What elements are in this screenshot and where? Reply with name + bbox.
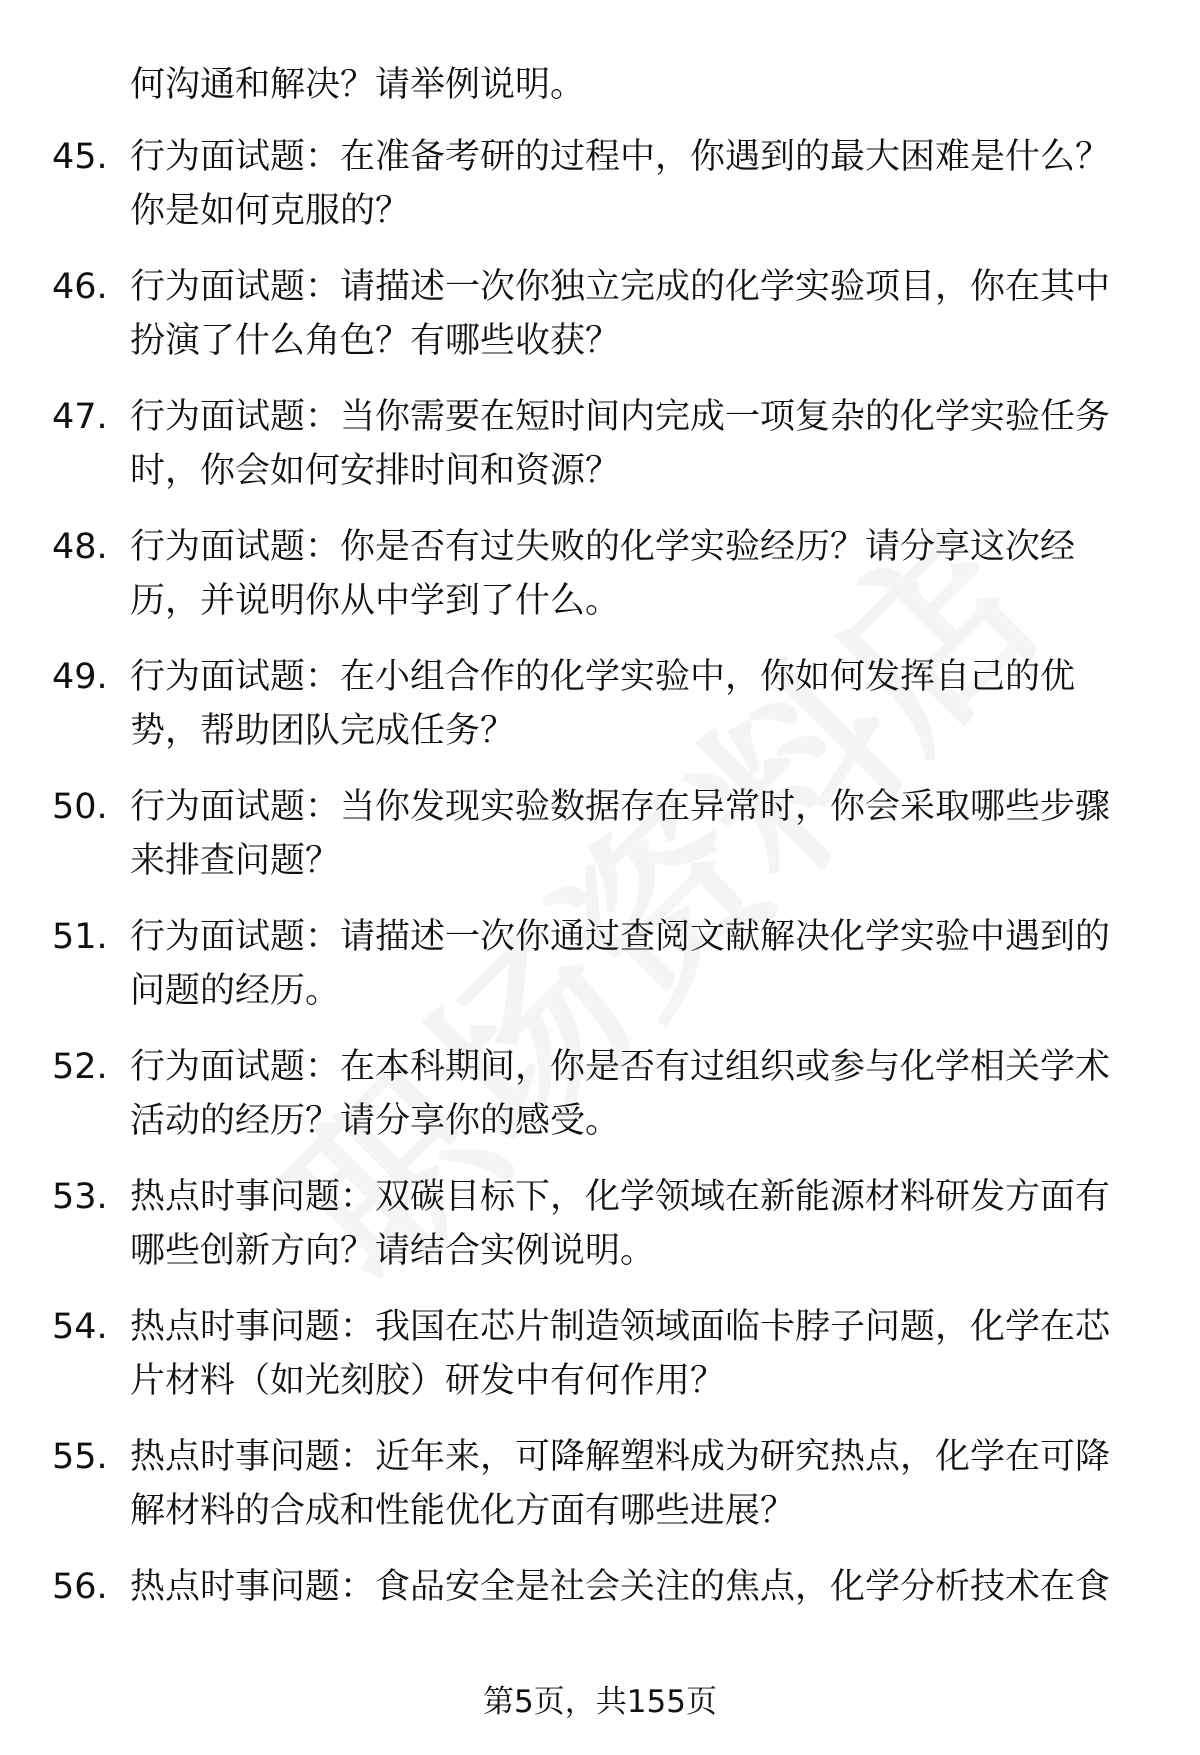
question-number: 51. (52, 917, 108, 957)
question-line: 你是如何克服的？ (130, 191, 411, 231)
question-line: 热点时事问题：双碳目标下，化学领域在新能源材料研发方面有 (130, 1177, 1111, 1217)
question-line: 行为面试题：在本科期间，你是否有过组织或参与化学相关学术 (130, 1047, 1111, 1087)
question-item-54 (0, 1300, 1200, 1408)
question-number: 48. (52, 527, 108, 567)
question-text (130, 260, 1140, 368)
question-list (0, 130, 1200, 1690)
question-number: 45. (52, 137, 108, 177)
question-text (130, 1040, 1140, 1148)
question-text (130, 390, 1140, 498)
question-line: 热点时事问题：近年来，可降解塑料成为研究热点，化学在可降 (130, 1437, 1111, 1477)
question-line: 时，你会如何安排时间和资源？ (130, 451, 621, 491)
question-item-48 (0, 520, 1200, 628)
question-text (130, 130, 1140, 238)
question-number: 46. (52, 267, 108, 307)
question-line: 行为面试题：你是否有过失败的化学实验经历？请分享这次经 (130, 527, 1076, 567)
question-number: 54. (52, 1307, 108, 1347)
question-item-53 (0, 1170, 1200, 1278)
question-line: 解材料的合成和性能优化方面有哪些进展？ (130, 1491, 796, 1531)
continuation-text: 何沟通和解决？请举例说明。 (130, 65, 586, 105)
question-text (130, 1170, 1140, 1278)
question-item-49 (0, 650, 1200, 758)
question-line: 历，并说明你从中学到了什么。 (130, 581, 621, 621)
question-number: 52. (52, 1047, 108, 1087)
question-text (130, 650, 1140, 758)
question-text (130, 1300, 1140, 1408)
question-number: 49. (52, 657, 108, 697)
question-number: 47. (52, 397, 108, 437)
question-line: 行为面试题：请描述一次你通过查阅文献解决化学实验中遇到的 (130, 917, 1111, 957)
question-line: 行为面试题：在准备考研的过程中，你遇到的最大困难是什么？ (130, 137, 1111, 177)
page-footer: 第5页，共155页 (483, 1684, 717, 1720)
question-item-47 (0, 390, 1200, 498)
question-line: 行为面试题：请描述一次你独立完成的化学实验项目，你在其中 (130, 267, 1111, 307)
question-number: 55. (52, 1437, 108, 1477)
question-item-45 (0, 130, 1200, 238)
question-text (130, 910, 1140, 1018)
question-item-56 (0, 1560, 1200, 1668)
question-number: 56. (52, 1567, 108, 1607)
question-line: 问题的经历。 (130, 971, 341, 1011)
question-text (130, 1430, 1140, 1538)
question-line: 行为面试题：当你发现实验数据存在异常时，你会采取哪些步骤 (130, 787, 1111, 827)
question-text (130, 1560, 1140, 1614)
question-text (130, 520, 1140, 628)
question-item-52 (0, 1040, 1200, 1148)
question-item-50 (0, 780, 1200, 888)
question-line: 片材料（如光刻胶）研发中有何作用？ (130, 1361, 726, 1401)
question-line: 哪些创新方向？请结合实例说明。 (130, 1231, 656, 1271)
question-item-46 (0, 260, 1200, 368)
question-line: 势，帮助团队完成任务？ (130, 711, 516, 751)
question-line: 热点时事问题：食品安全是社会关注的焦点，化学分析技术在食 (130, 1567, 1111, 1607)
question-line: 热点时事问题：我国在芯片制造领域面临卡脖子问题，化学在芯 (130, 1307, 1111, 1347)
question-text (130, 780, 1140, 888)
question-number: 50. (52, 787, 108, 827)
question-line: 扮演了什么角色？有哪些收获？ (130, 321, 621, 361)
question-item-55 (0, 1430, 1200, 1538)
question-item-51 (0, 910, 1200, 1018)
question-line: 行为面试题：在小组合作的化学实验中，你如何发挥自己的优 (130, 657, 1076, 697)
question-line: 来排查问题？ (130, 841, 341, 881)
question-number: 53. (52, 1177, 108, 1217)
question-line: 行为面试题：当你需要在短时间内完成一项复杂的化学实验任务 (130, 397, 1111, 437)
question-line: 活动的经历？请分享你的感受。 (130, 1101, 621, 1141)
